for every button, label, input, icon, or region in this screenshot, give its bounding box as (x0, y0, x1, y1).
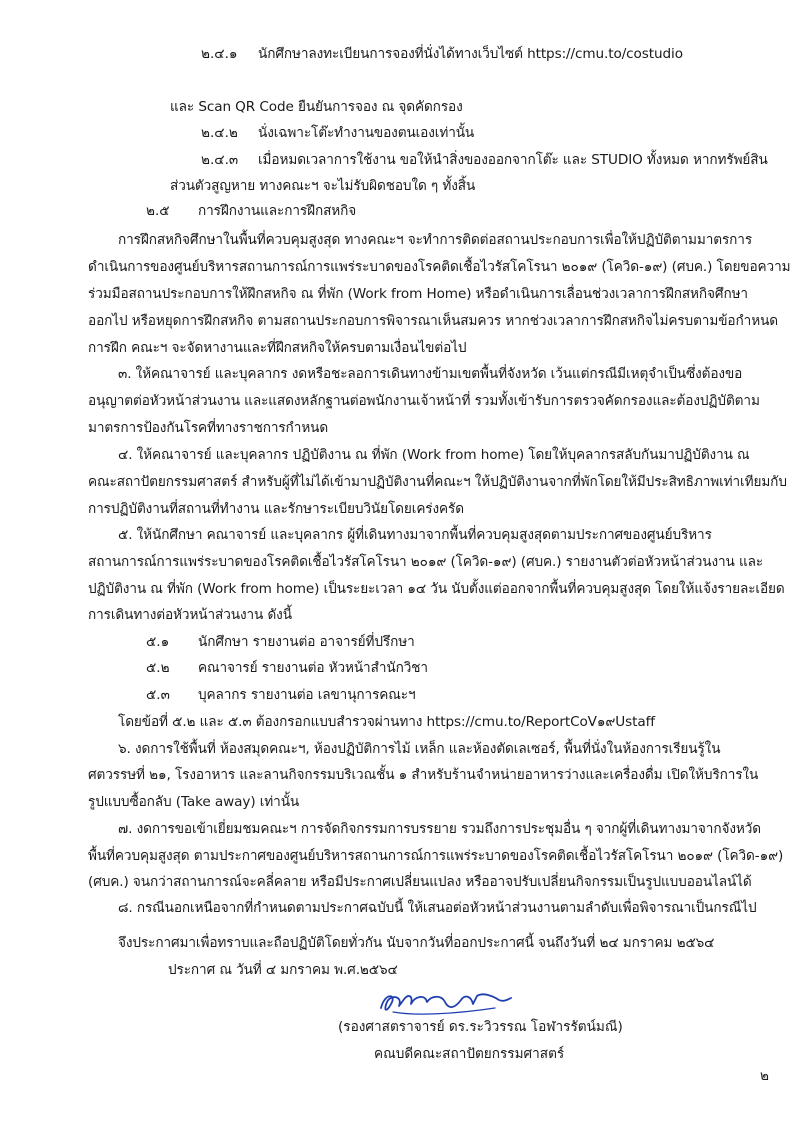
body-line: คณาจารย์ รายงานต่อ หัวหน้าสำนักวิชา (198, 660, 428, 676)
body-line: บุคลากร รายงานต่อ เลขานุการคณะฯ (198, 687, 416, 703)
body-line: การปฏิบัติงานที่สถานที่ทำงาน และรักษาระเบียบวินัยโดยเคร่งครัด (88, 501, 464, 517)
body-line: รูปแบบซื้อกลับ (Take away) เท่านั้น (88, 794, 300, 810)
body-line: การฝึกสหกิจศึกษาในพื้นที่ควบคุมสูงสุด ทางคณะฯ จะทำการติดต่อสถานประกอบการเพื่อให้ปฏิบัติตามมาตรการ (118, 232, 753, 248)
closing-statement: จึงประกาศมาเพื่อทราบและถือปฏิบัติโดยทั่วกัน นับจากวันที่ออกประกาศนี้ จนถึงวันที่ ๒๔ มกราคม ๒๕๖๔ (118, 935, 715, 951)
item-number: ๕.๑ (146, 634, 170, 650)
body-line: ส่วนตัวสูญหาย ทางคณะฯ จะไม่รับผิดชอบใด ๆ ทั้งสิ้น (170, 178, 476, 194)
clause-4-line: ๔. ให้คณาจารย์ และบุคลากร ปฏิบัติงาน ณ ที่พัก (Work from home) โดยให้บุคลากรสลับกันมาปฏิบัติงาน ณ (118, 447, 750, 463)
handwritten-signature (375, 990, 515, 1020)
body-line: เมื่อหมดเวลาการใช้งาน ขอให้นำสิ่งของออกจากโต๊ะ และ STUDIO ทั้งหมด หากทรัพย์สิน (258, 152, 768, 168)
clause-6-line: ๖. งดการใช้พื้นที่ ห้องสมุดคณะฯ, ห้องปฏิบัติการไม้ เหล็ก และห้องตัดเลเซอร์, พื้นที่นั่งในห้องการเรียนรู้ใน (118, 741, 721, 757)
body-line: การเดินทางต่อหัวหน้าส่วนงาน ดังนี้ (88, 607, 292, 623)
body-line: อนุญาตต่อหัวหน้าส่วนงาน และแสดงหลักฐานต่อพนักงานเจ้าหน้าที่ รวมทั้งเข้ารับการตรวจคัดกรองและต้องปฏิบัติตาม (88, 393, 760, 409)
body-line: ออกไป หรือหยุดการฝึกสหกิจ ตามสถานประกอบการพิจารณาเห็นสมควร หากช่วงเวลาการฝึกสหกิจไม่ครบตามข้อกำหนด (88, 313, 778, 329)
body-line: นักศึกษา รายงานต่อ อาจารย์ที่ปรึกษา (198, 634, 415, 650)
item-number: ๒.๔.๒ (201, 125, 238, 141)
announcement-date: ประกาศ ณ วันที่ ๔ มกราคม พ.ศ.๒๕๖๔ (168, 962, 398, 978)
body-line: ร่วมมือสถานประกอบการให้ฝึกสหกิจ ณ ที่พัก (Work from Home) หรือดำเนินการเลื่อนช่วงเวลาการฝึกสหกิจศึกษา (88, 286, 748, 302)
section-number: ๒.๕ (146, 203, 170, 219)
body-line: สถานการณ์การแพร่ระบาดของโรคติดเชื้อไวรัสโคโรนา ๒๐๑๙ (โควิด-๑๙) (ศบค.) รายงานตัวต่อหัวหน้าส่วนงาน และ (88, 554, 764, 570)
body-line: คณะสถาปัตยกรรมศาสตร์ สำหรับผู้ที่ไม่ได้เข้ามาปฏิบัติงานที่คณะฯ ให้ปฏิบัติงานจากที่พักโดยให้มีประสิทธิภาพเท่าเทียมกับ (88, 474, 787, 490)
item-number: ๕.๓ (146, 687, 170, 703)
body-line: ปฏิบัติงาน ณ ที่พัก (Work from home) เป็นระยะเวลา ๑๔ วัน นับตั้งแต่ออกจากพื้นที่ควบคุมสูงสุด โดยให้แจ้งรายละเอียด (88, 581, 785, 597)
body-line: (ศบค.) จนกว่าสถานการณ์จะคลี่คลาย หรือมีประกาศเปลี่ยนแปลง หรืออาจปรับเปลี่ยนกิจกรรมเป็นรูปแบบออนไลน์ได้ (88, 874, 752, 890)
signatory-title: คณบดีคณะสถาปัตยกรรมศาสตร์ (374, 1046, 565, 1062)
signatory-name: (รองศาสตราจารย์ ดร.ระวิวรรณ โอฬารรัตน์มณี) (338, 1019, 623, 1035)
clause-8-line: ๘. กรณีนอกเหนือจากที่กำหนดตามประกาศฉบับนี้ ให้เสนอต่อหัวหน้าส่วนงานตามลำดับเพื่อพิจารณาเป็นกรณีไป (118, 900, 757, 916)
body-line: และ Scan QR Code ยืนยันการจอง ณ จุดคัดกรอง (170, 99, 463, 115)
body-line: พื้นที่ควบคุมสูงสุด ตามประกาศของศูนย์บริหารสถานการณ์การแพร่ระบาดของโรคติดเชื้อไวรัสโคโรนา ๒๐๑๙ (โควิด-๑๙) (88, 848, 784, 864)
body-line: การฝึก คณะฯ จะจัดหางานและที่ฝึกสหกิจให้ครบตามเงื่อนไขต่อไป (88, 340, 467, 356)
body-line: นักศึกษาลงทะเบียนการจองที่นั่งได้ทางเว็บไซต์ https://cmu.to/costudio (258, 46, 683, 62)
body-line: ศตวรรษที่ ๒๑, โรงอาหาร และลานกิจกรรมบริเวณชั้น ๑ สำหรับร้านจำหน่ายอาหารว่างและเครื่องดื่ม เปิดให้บริการใน (88, 767, 759, 783)
clause-5-line: ๕. ให้นักศึกษา คณาจารย์ และบุคลากร ผู้ที่เดินทางมาจากพื้นที่ควบคุมสูงสุดตามประกาศของศูนย์บริหาร (118, 527, 712, 543)
body-line: นั่งเฉพาะโต๊ะทำงานของตนเองเท่านั้น (258, 125, 475, 141)
clause-7-line: ๗. งดการขอเข้าเยี่ยมชมคณะฯ การจัดกิจกรรมการบรรยาย รวมถึงการประชุมอื่น ๆ จากผู้ที่เดินทางมาจากจังหวัด (118, 821, 761, 837)
body-line: โดยข้อที่ ๕.๒ และ ๕.๓ ต้องกรอกแบบสำรวจผ่านทาง https://cmu.to/ReportCoV๑๙Ustaff (118, 714, 655, 730)
section-heading: การฝึกงานและการฝึกสหกิจ (198, 203, 357, 219)
clause-3-line: ๓. ให้คณาจารย์ และบุคลากร งดหรือชะลอการเดินทางข้ามเขตพื้นที่จังหวัด เว้นแต่กรณีมีเหตุจำเป็นซึ่งต้องขอ (118, 366, 743, 382)
item-number: ๕.๒ (146, 660, 170, 676)
item-number: ๒.๔.๓ (201, 152, 239, 168)
page-number: ๒ (760, 1068, 769, 1084)
body-line: มาตรการป้องกันโรคที่ทางราชการกำหนด (88, 420, 329, 436)
item-number: ๒.๔.๑ (201, 46, 238, 62)
body-line: ดำเนินการของศูนย์บริหารสถานการณ์การแพร่ระบาดของโรคติดเชื้อไวรัสโคโรนา ๒๐๑๙ (โควิด-๑๙) (ศบค.) โดยขอความ (88, 259, 791, 275)
